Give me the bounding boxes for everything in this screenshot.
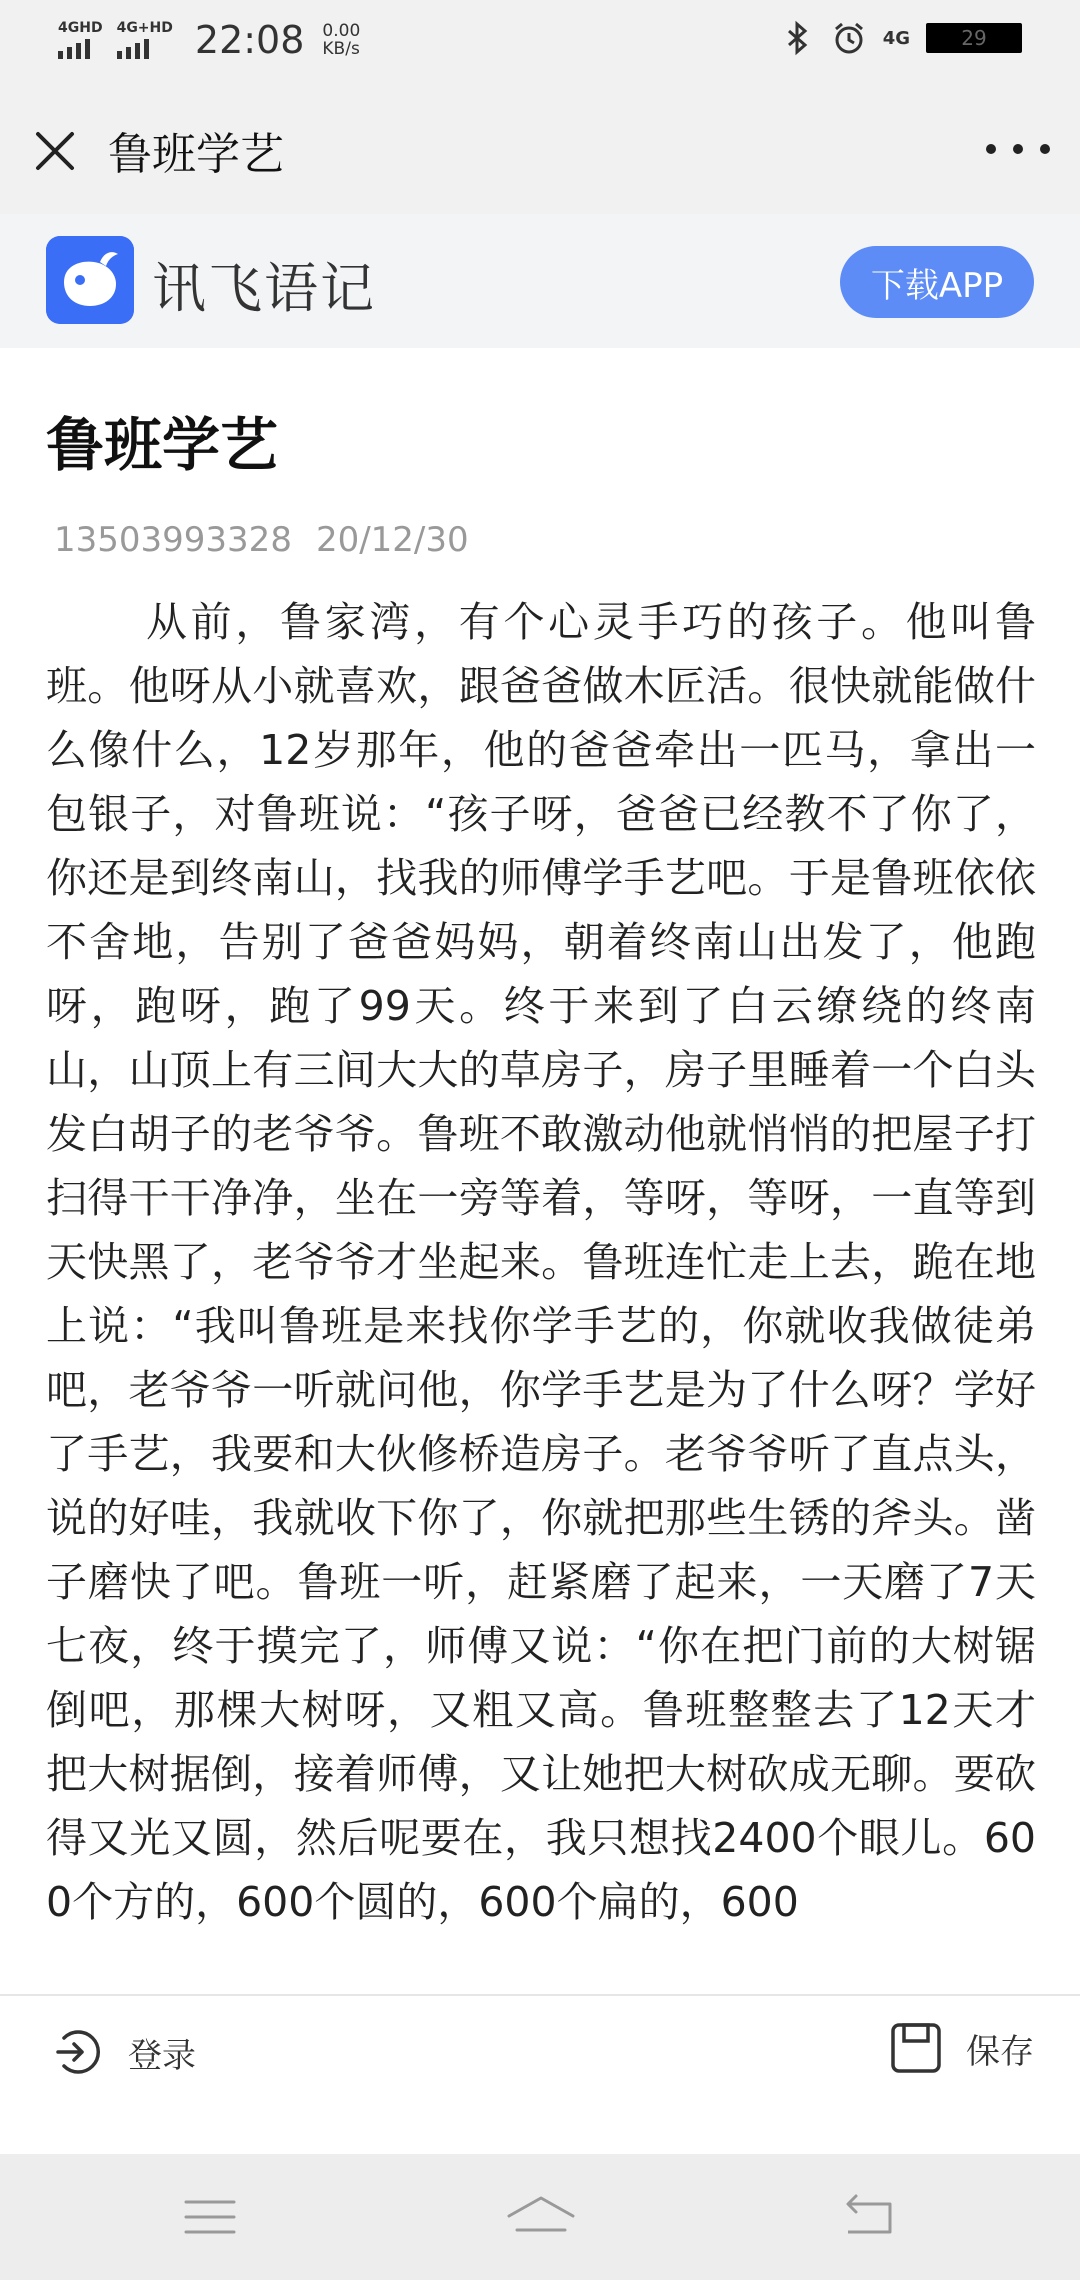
dot-icon	[1013, 144, 1023, 154]
save-button[interactable]	[888, 2020, 1034, 2076]
dot-icon	[1040, 144, 1050, 154]
login-button[interactable]	[50, 2024, 196, 2080]
sim2-label: 4G+HD	[116, 20, 173, 36]
sim1-label: 4GHD	[58, 20, 103, 36]
clock: 22:08	[194, 18, 305, 62]
network-speed	[322, 22, 360, 58]
article-date: 20/12/30	[315, 520, 469, 560]
download-app-button[interactable]: 下载APP	[840, 246, 1034, 318]
alarm-icon	[831, 20, 867, 56]
sim2-signal	[117, 21, 173, 59]
status-bar	[0, 0, 1080, 82]
status-left	[58, 18, 360, 62]
more-options-button[interactable]	[986, 134, 1050, 164]
speed-unit: KB/s	[322, 39, 360, 59]
save-icon	[888, 2020, 944, 2076]
save-label: 保存	[966, 2031, 1034, 2072]
article-body: 从前，鲁家湾，有个心灵手巧的孩子。他叫鲁班。他呀从小就喜欢，跟爸爸做木匠活。很快就能做什么像什么，12岁那年，他的爸爸牵出一匹马，拿出一包银子，对鲁班说：“孩子呀，爸爸已经教不了你了，你还是到终南山，找我的师傅学手艺吧。于是鲁班依依不舍地，告别了爸爸妈妈，朝着终南山出发了，他跑呀，跑呀，跑了99天。终于来到了白云缭绕的终南山，山顶上有三间大大的草房子，房子里睡着一个白头发白胡子的老爷爷。鲁班不敢激动他就悄悄的把屋子打扫得干干净净，坐在一旁等着，等呀，等呀，一直等到天快黑了，老爷爷才坐起来。鲁班连忙走上去，跪在地上说：“我叫鲁班是来找你学手艺的，你就收我做徒弟吧，老爷爷一听就问他，你学手艺是为了什么呀？学好了手艺，我要和大伙修桥造房子。老爷爷听了直点头，说的好哇，我就收下你了，你就把那些生锈的斧头。凿子磨快了吧。鲁班一听，赶紧磨了起来，一天磨了7天七夜，终于摸完了，师傅又说：“你在把门前的大树锯倒吧，那棵大树呀，又粗又高。鲁班整整去了12天才把大树据倒，接着师傅，又让她把大树砍成无聊。要砍得又光又圆，然后呢要在，我只想找2400个眼儿。600个方的，600个圆的，600个扁的，600	[46, 598, 1036, 1926]
system-nav-bar	[0, 2154, 1080, 2280]
bottom-action-bar	[0, 1994, 1080, 2156]
home-icon[interactable]	[505, 2190, 577, 2244]
back-icon[interactable]	[840, 2190, 900, 2244]
speed-value: 0.00	[322, 21, 361, 41]
sim1-signal	[58, 21, 103, 59]
login-icon	[50, 2024, 106, 2080]
dot-icon	[986, 144, 996, 154]
battery-indicator: 29	[926, 23, 1022, 53]
bluetooth-icon	[779, 20, 815, 56]
article-meta	[54, 520, 469, 560]
app-banner	[0, 214, 1080, 348]
signal-bars-icon	[58, 37, 90, 59]
article-title: 鲁班学艺	[46, 411, 279, 479]
page-title: 鲁班学艺	[108, 129, 284, 180]
menu-icon[interactable]	[180, 2190, 240, 2244]
app-name: 讯飞语记	[152, 257, 376, 320]
status-right	[779, 20, 1022, 56]
signal-bars-icon	[117, 37, 149, 59]
login-label: 登录	[128, 2035, 196, 2076]
close-icon[interactable]	[30, 126, 80, 176]
title-bar	[0, 82, 1080, 214]
article-author: 13503993328	[54, 520, 292, 560]
app-logo-icon	[46, 236, 134, 324]
network-type: 4G	[882, 27, 910, 49]
